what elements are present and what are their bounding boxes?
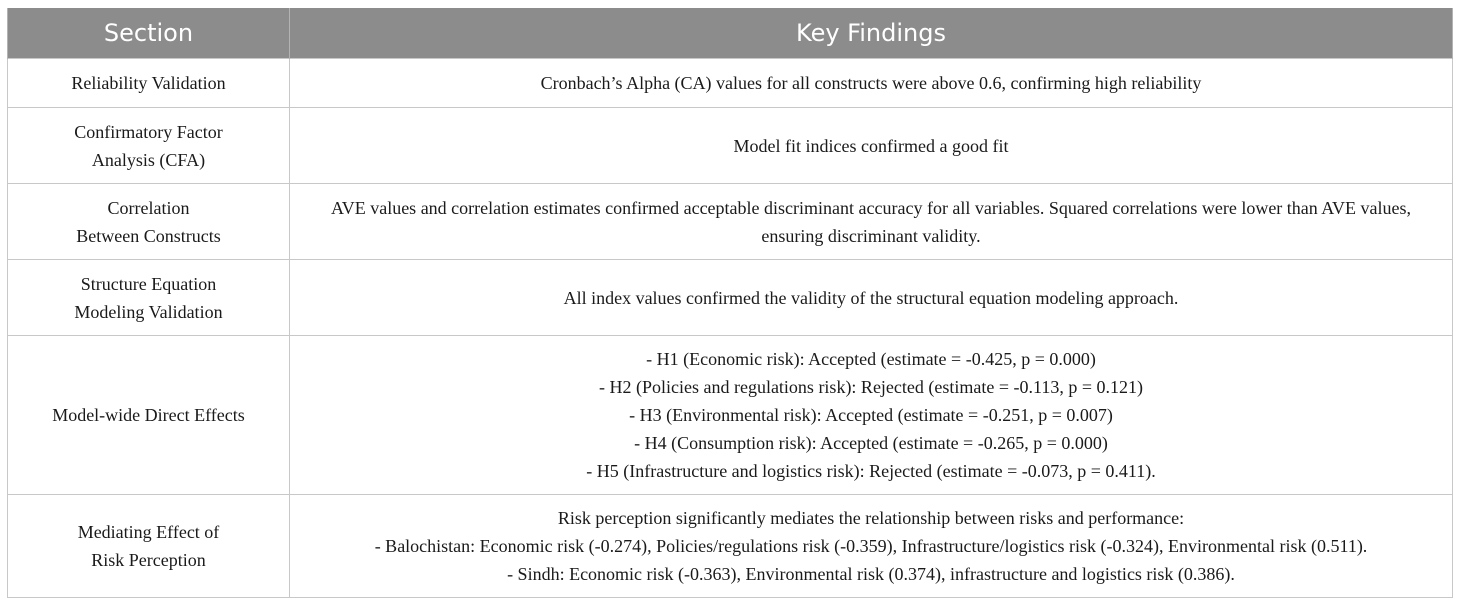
findings-cell [290, 260, 1453, 336]
section-label: Risk Perception [91, 550, 206, 570]
table-row-correlation [8, 184, 1453, 260]
finding-line-sindh: - Sindh: Economic risk (-0.363), Environmental risk (0.374), infrastructure and logistics risk (0.386). [507, 564, 1235, 584]
header-key-findings: Key Findings [290, 8, 1453, 59]
section-label: Between Constructs [76, 225, 221, 246]
key-findings-table [7, 8, 1453, 598]
header-row [8, 8, 1453, 59]
findings-cell [290, 495, 1453, 598]
finding-line-h1: - H1 (Economic risk): Accepted (estimate = -0.425, p = 0.000) [646, 349, 1096, 369]
finding-line-h4: - H4 (Consumption risk): Accepted (estimate = -0.265, p = 0.000) [634, 433, 1108, 453]
section-label: Analysis (CFA) [91, 149, 206, 170]
table-row-mediating-effect [8, 495, 1453, 598]
finding-line-intro: Risk perception significantly mediates the relationship between risks and performance: [557, 508, 1185, 528]
finding-line-balochistan: - Balochistan: Economic risk (-0.274), Policies/regulations risk (-0.359), Infrastructure/logistics risk (-0.324), Environmental risk (0.511). [374, 536, 1368, 556]
findings-cell [290, 184, 1453, 260]
finding-text: Cronbach’s Alpha (CA) values for all constructs were above 0.6, confirming high reliability [540, 73, 1202, 93]
section-cell [8, 260, 290, 336]
finding-text: All index values confirmed the validity of the structural equation modeling approach. [563, 287, 1179, 308]
header-section: Section [8, 8, 290, 59]
findings-cell [290, 336, 1453, 495]
section-label: Mediating Effect of [77, 522, 220, 542]
finding-line-h3: - H3 (Environmental risk): Accepted (estimate = -0.251, p = 0.007) [629, 405, 1113, 425]
table-row-direct-effects [8, 336, 1453, 495]
section-cell [8, 336, 290, 495]
finding-text: Model fit indices confirmed a good fit [733, 135, 1009, 156]
section-label: Structure Equation [80, 273, 217, 294]
section-label: Confirmatory Factor [74, 121, 223, 142]
section-label: Model-wide Direct Effects [52, 405, 245, 425]
table-row-sem-validation [8, 260, 1453, 336]
section-cell [8, 495, 290, 598]
findings-cell [290, 108, 1453, 184]
table-row-cfa [8, 108, 1453, 184]
section-label: Modeling Validation [74, 301, 223, 322]
section-cell [8, 108, 290, 184]
table-row-reliability-validation [8, 59, 1453, 108]
findings-cell [290, 59, 1453, 108]
section-cell [8, 184, 290, 260]
finding-line-h2: - H2 (Policies and regulations risk): Rejected (estimate = -0.113, p = 0.121) [598, 377, 1143, 397]
finding-line-h5: - H5 (Infrastructure and logistics risk): Rejected (estimate = -0.073, p = 0.411). [586, 461, 1156, 481]
finding-text: AVE values and correlation estimates confirmed acceptable discriminant accuracy for all variables. Squared correlations were lower than AVE values, ensuring discriminant validity. [331, 197, 1411, 246]
section-cell [8, 59, 290, 108]
section-label: Reliability Validation [71, 73, 226, 93]
section-label: Correlation [107, 197, 190, 218]
